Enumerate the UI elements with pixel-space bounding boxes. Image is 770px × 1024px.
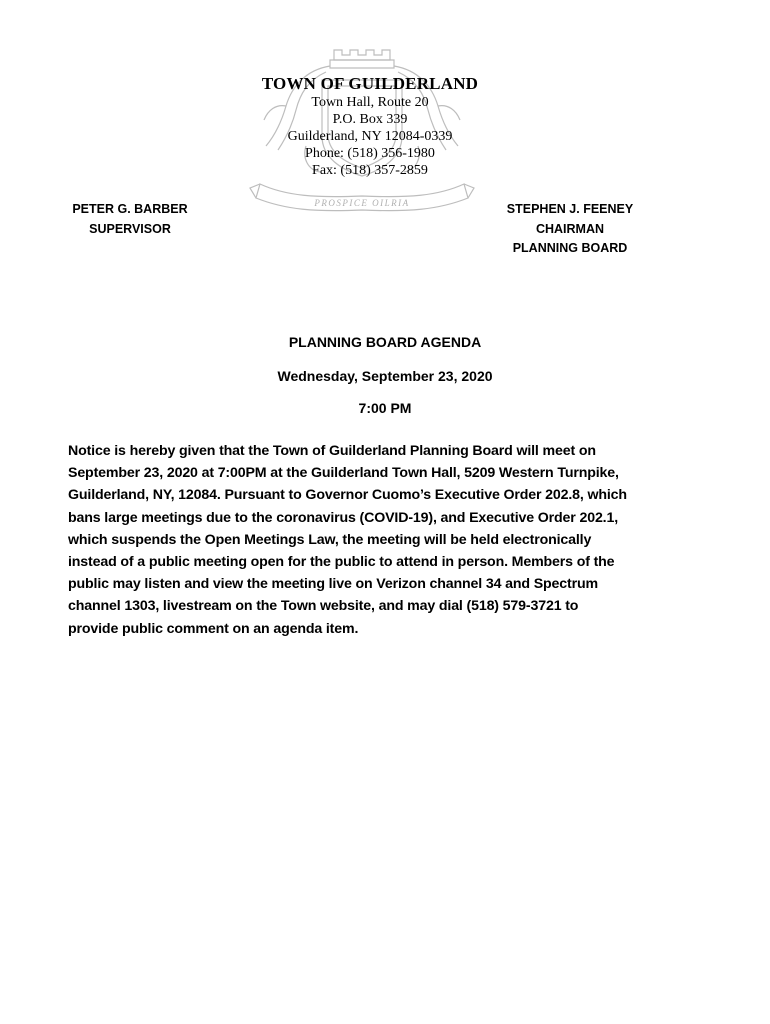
agenda-date: Wednesday, September 23, 2020: [277, 368, 493, 384]
chairman-board: PLANNING BOARD: [512, 241, 628, 255]
notice-line: September 23, 2020 at 7:00PM at the Guilderland Town Hall, 5209 Western Turnpike,: [68, 465, 619, 482]
chairman-title: CHAIRMAN: [535, 221, 605, 236]
notice-line: channel 1303, livestream on the Town website, and may dial (518) 579-3721 to: [68, 598, 579, 615]
supervisor-name: PETER G. BARBER: [72, 202, 188, 216]
town-name: TOWN OF GUILDERLAND: [261, 74, 479, 93]
chairman-block: [490, 200, 650, 259]
address-line-po-box: P.O. Box 339: [332, 112, 408, 127]
notice-line: which suspends the Open Meetings Law, the meeting will be held electronically: [68, 531, 592, 548]
notice-line: instead of a public meeting open for the public to attend in person. Members of the: [68, 554, 615, 571]
supervisor-title: SUPERVISOR: [89, 221, 171, 236]
notice-line: provide public comment on an agenda item.: [68, 620, 359, 637]
supervisor-block: [60, 200, 200, 239]
seal-motto: PROSPICE OILRIA: [314, 198, 410, 208]
notice-line: bans large meetings due to the coronavirus (COVID-19), and Executive Order 202.1,: [68, 509, 619, 526]
agenda-title: PLANNING BOARD AGENDA: [288, 334, 482, 350]
notice-line: public may listen and view the meeting live on Verizon channel 34 and Spectrum: [68, 576, 598, 593]
address-line-street: Town Hall, Route 20: [311, 95, 429, 110]
address-line-fax: Fax: (518) 357-2859: [312, 163, 428, 178]
chairman-name: STEPHEN J. FEENEY: [506, 202, 634, 216]
letterhead: [200, 74, 540, 179]
address-line-city: Guilderland, NY 12084-0339: [287, 129, 453, 144]
notice-line: Notice is hereby given that the Town of Guilderland Planning Board will meet on: [68, 443, 596, 459]
agenda-time: 7:00 PM: [358, 400, 412, 416]
notice-paragraph: [68, 440, 708, 640]
address-line-phone: Phone: (518) 356-1980: [305, 146, 435, 161]
notice-line: Guilderland, NY, 12084. Pursuant to Governor Cuomo’s Executive Order 202.8, which: [68, 487, 627, 504]
